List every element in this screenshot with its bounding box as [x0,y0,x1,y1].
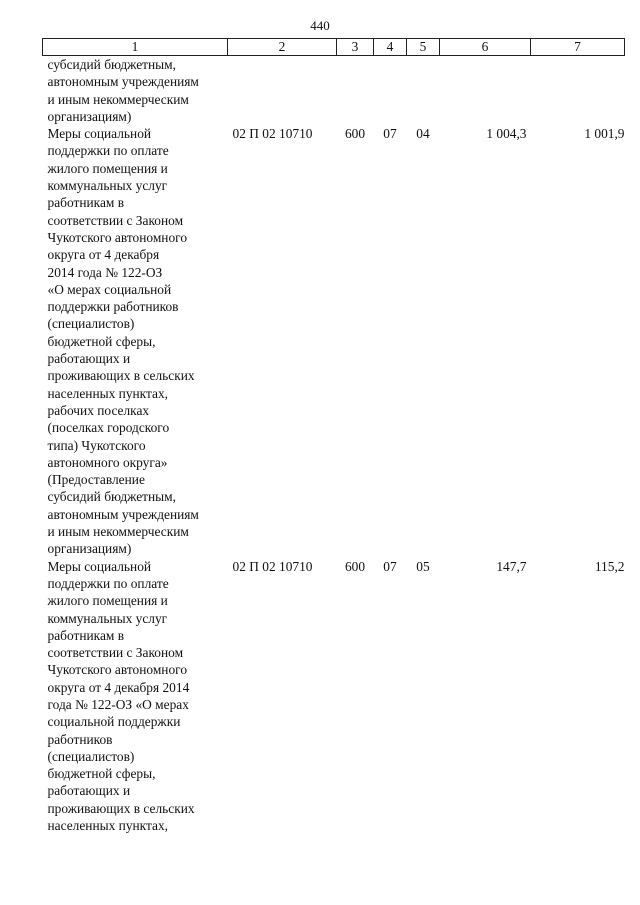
row-amount-1 [440,56,531,126]
row-amount-2 [531,56,625,126]
table-row [43,56,625,126]
table-row [43,125,625,557]
budget-table [42,38,625,834]
row-name: субсидий бюджетным, автономным учреждениям и иным некоммерческим организациям) [47,57,199,124]
row-expense-type: 600 [344,126,366,142]
row-amount-2: 115,2 [594,558,625,574]
row-name: Меры социальной поддержки по оплате жилого помещения и коммунальных услуг работникам в соответствии с Законом Чукотского автономного округа от 4 декабря 2014 года № 122-ОЗ «О мерах социальной поддержки работников (специалистов) бюджетной сферы, работающих и проживающих в сельских населенных пунктах, рабочих поселках (поселках городского типа) Чукотского автономного округа» (Предоставление субсидий бюджетным, автономным учреждениям и иным некоммерческим организациям) [47,126,199,557]
header-col-3: 3 [337,39,374,56]
row-target-code [228,56,337,126]
row-subsection: 04 [416,126,430,142]
table-body [43,56,625,835]
header-col-7: 7 [531,39,625,56]
header-col-5: 5 [407,39,440,56]
budget-table-container [42,38,624,834]
header-col-4: 4 [374,39,407,56]
header-col-6: 6 [440,39,531,56]
page-number: 440 [310,18,330,33]
header-col-1: 1 [43,39,228,56]
row-subsection [407,56,440,126]
table-row [43,558,625,835]
row-section: 07 [383,126,397,142]
row-section [374,56,407,126]
row-target-code: 02 П 02 10710 [232,126,313,142]
table-header [43,39,625,56]
row-target-code: 02 П 02 10710 [232,558,313,574]
row-subsection: 05 [416,558,430,574]
row-expense-type: 600 [344,558,366,574]
row-section: 07 [383,558,397,574]
row-amount-2: 1 001,9 [584,126,625,142]
row-name: Меры социальной поддержки по оплате жилого помещения и коммунальных услуг работникам в соответствии с Законом Чукотского автономного округа от 4 декабря 2014 года № 122-ОЗ «О мерах социальной поддержки работников (специалистов) бюджетной сферы, работающих и проживающих в сельских населенных пунктах, [47,558,195,834]
row-expense-type [337,56,374,126]
header-row [43,39,625,56]
row-amount-1: 147,7 [496,558,527,574]
header-col-2: 2 [228,39,337,56]
row-amount-1: 1 004,3 [486,126,527,142]
